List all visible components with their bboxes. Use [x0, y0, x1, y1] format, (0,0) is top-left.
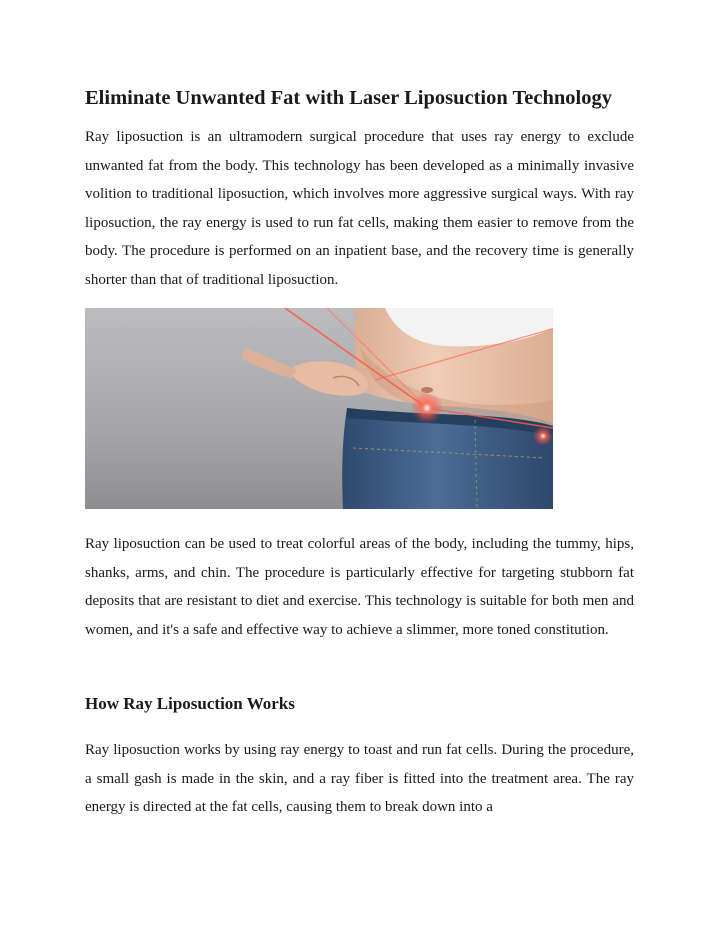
photo-illustration [85, 308, 553, 509]
laser-liposuction-photo [85, 308, 553, 509]
section-paragraph: Ray liposuction works by using ray energy to toast and run fat cells. During the procedure, a small gash is made in the skin, and a ray fiber is fitted into the treatment area. The ray energy is directed at the fat cells, causing them to break down into a [85, 742, 634, 816]
page-title: Eliminate Unwanted Fat with Laser Liposuction Technology [85, 87, 612, 109]
intro-paragraph: Ray liposuction is an ultramodern surgical procedure that uses ray energy to exclude unwanted fat from the body. This technology has been developed as a minimally invasive volition to traditional liposuction, which involves more aggressive surgical ways. With ray liposuction, the ray energy is used to run fat cells, making them easier to remove from the body. The procedure is performed on an inpatient base, and the recovery time is generally shorter than that of traditional liposuction. [85, 129, 634, 288]
body-paragraph: Ray liposuction can be used to treat colorful areas of the body, including the tummy, hips, shanks, arms, and chin. The procedure is particularly effective for targeting stubborn fat deposits that are resistant to diet and exercise. This technology is suitable for both men and women, and it's a safe and effective way to achieve a slimmer, more toned constitution. [85, 536, 634, 638]
section-heading: How Ray Liposuction Works [85, 694, 295, 713]
